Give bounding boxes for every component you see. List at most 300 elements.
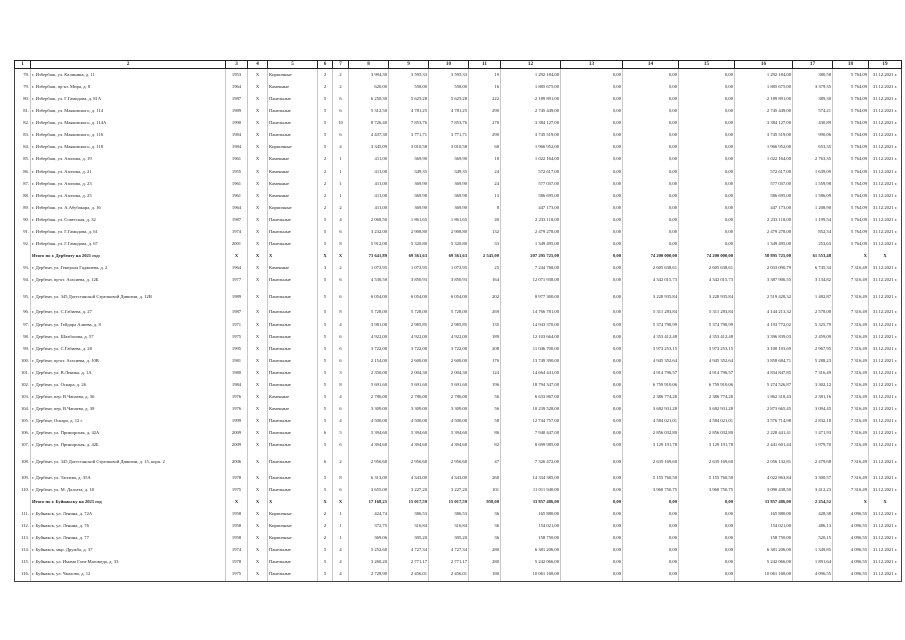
data-cell: 0,00 [679, 569, 735, 582]
data-cell: 31.12.2021 г. [869, 190, 902, 202]
data-cell: 1 349,85 [793, 544, 833, 556]
data-cell: 2 856 032,80 [679, 428, 735, 440]
data-cell: 5 [318, 556, 333, 568]
data-cell: 0,00 [561, 238, 623, 250]
table-row [15, 142, 902, 154]
data-cell: 5 728,00 [429, 307, 469, 319]
table-row [15, 81, 902, 93]
data-cell: 386,53 [389, 508, 429, 520]
data-cell: 4 [333, 319, 349, 331]
data-cell: 411,00 [349, 178, 389, 190]
row-number: 107. [15, 440, 31, 452]
data-cell: 5 394,60 [349, 428, 389, 440]
row-number: 83. [15, 129, 31, 141]
table-row [15, 190, 902, 202]
data-cell: 2 967,95 [793, 343, 833, 355]
data-cell: Панельные [268, 472, 318, 484]
data-cell: 3 227,20 [429, 484, 469, 496]
data-cell: 1 [333, 508, 349, 520]
data-cell: 4 [333, 142, 349, 154]
data-cell: 2 386 774,28 [623, 391, 679, 403]
data-cell: Каменные [268, 190, 318, 202]
data-cell: 4 096,55 [833, 508, 869, 520]
data-cell: 6 [318, 428, 333, 440]
data-cell: 31.12.2021 г. [869, 544, 902, 556]
data-cell: 577 037,00 [735, 178, 793, 190]
data-cell: 411,00 [349, 166, 389, 178]
data-cell: 1 [333, 154, 349, 166]
data-cell: 5 764,09 [833, 81, 869, 93]
data-cell: 1977 [226, 275, 248, 287]
data-cell: 0,00 [561, 214, 623, 226]
data-cell: 2 763,35 [793, 154, 833, 166]
data-cell: 2 033 090,79 [735, 263, 793, 275]
data-cell: 4 437,30 [349, 129, 389, 141]
data-cell: 14 766 781,00 [501, 307, 561, 319]
data-cell: 61 553,48 [793, 250, 833, 262]
data-cell: 7 316,49 [833, 452, 869, 472]
data-cell: 3 228 935,84 [623, 287, 679, 307]
data-cell: Каменные [268, 391, 318, 403]
data-cell: 0,00 [679, 214, 735, 226]
column-number-header: 1 [15, 61, 31, 69]
data-cell: 0,00 [679, 129, 735, 141]
data-cell: 158 750,00 [735, 532, 793, 544]
address-cell: г. Дербент, ул. С.Габиева, д. 27 [31, 307, 226, 319]
data-cell: Панельные [268, 416, 318, 428]
address-cell: г. Избербаш, ул. Маяковского, д. 114 [31, 105, 226, 117]
data-cell: Х [248, 263, 268, 275]
data-cell: 0,00 [561, 367, 623, 379]
data-cell: 1 482,87 [793, 287, 833, 307]
data-cell: 31.12.2021 г. [869, 263, 902, 275]
data-cell: 2 004,30 [429, 367, 469, 379]
data-cell: Панельные [268, 428, 318, 440]
data-cell: 31.12.2021 г. [869, 287, 902, 307]
column-number-header: 3 [226, 61, 248, 69]
data-cell: 5 [318, 343, 333, 355]
data-cell: 1995 [226, 343, 248, 355]
data-cell: 0,00 [623, 166, 679, 178]
data-cell: 5 374 798,99 [679, 319, 735, 331]
data-cell: 0,00 [679, 69, 735, 82]
data-cell: 1 [333, 532, 349, 544]
table-row [15, 508, 902, 520]
data-cell: 176 [469, 355, 501, 367]
data-cell: 207 295 725,00 [501, 250, 561, 262]
data-cell: Панельные [268, 556, 318, 568]
data-cell: 5 [318, 391, 333, 403]
row-number: 78. [15, 69, 31, 82]
data-cell: 4 342 015,73 [623, 275, 679, 287]
address-cell: г. Дербент, ул. Приморская, д. 42А [31, 428, 226, 440]
data-cell: 31.12.2021 г. [869, 202, 902, 214]
data-cell: 0,00 [561, 117, 623, 129]
data-cell: 31.12.2021 г. [869, 403, 902, 415]
column-number-header: 8 [349, 61, 389, 69]
data-cell: 158 750,00 [501, 532, 561, 544]
data-cell: 0,00 [561, 226, 623, 238]
data-cell: 4 096,55 [833, 569, 869, 582]
address-cell: г. Дербент, ул. В.Леника, д. 1А [31, 367, 226, 379]
data-cell: 13 [469, 190, 501, 202]
data-cell: 1958 [226, 508, 248, 520]
data-cell: 0,00 [679, 178, 735, 190]
data-cell: Каменные [268, 263, 318, 275]
row-number: 87. [15, 178, 31, 190]
table-row [15, 532, 902, 544]
data-cell: 3 260,20 [349, 556, 389, 568]
data-cell: 4 144 213,32 [735, 307, 793, 319]
data-cell: 0,00 [561, 81, 623, 93]
data-cell: Х [248, 319, 268, 331]
data-cell: Панельные [268, 319, 318, 331]
data-cell: 3 576 714,98 [735, 416, 793, 428]
data-cell: 290 [469, 105, 501, 117]
data-cell: 5 394,60 [429, 428, 469, 440]
address-cell: г. Избербаш, ул. Азизова, д. 19 [31, 154, 226, 166]
row-number: 92. [15, 238, 31, 250]
data-cell: 1 639,09 [793, 166, 833, 178]
column-number-header: 14 [623, 61, 679, 69]
data-cell: 0,00 [679, 496, 735, 508]
data-cell: Х [869, 496, 902, 508]
data-cell: Х [248, 331, 268, 343]
data-cell: 8 699 985,00 [501, 440, 561, 452]
data-cell: 8 [469, 202, 501, 214]
data-cell: Х [248, 307, 268, 319]
data-cell: 2 056 132,81 [735, 452, 793, 472]
data-cell: 202 [469, 287, 501, 307]
data-cell: 8 977 300,00 [501, 287, 561, 307]
data-cell: 4 500,00 [349, 416, 389, 428]
data-cell: 3 345,09 [349, 142, 389, 154]
address-cell: г. Избербаш, ул. Калинина, д. 11 [31, 69, 226, 82]
data-cell: 1 [333, 190, 349, 202]
data-cell: 1958 [226, 520, 248, 532]
data-cell: 2 728,90 [349, 569, 389, 582]
data-cell: 4 [333, 544, 349, 556]
data-cell: 0,00 [561, 496, 623, 508]
address-cell: г. Избербаш, ул. Г.Гамидова, д. 67 [31, 238, 226, 250]
data-cell: 5 [318, 307, 333, 319]
data-cell: 2 771,17 [429, 556, 469, 568]
data-cell: Х [248, 105, 268, 117]
data-cell: Панельные [268, 440, 318, 452]
data-cell: 0,00 [623, 202, 679, 214]
data-cell: 5 320,80 [389, 238, 429, 250]
data-cell: 7 316,49 [833, 367, 869, 379]
data-cell: Х [248, 532, 268, 544]
data-cell: 572 617,00 [735, 166, 793, 178]
data-cell: 36 [469, 520, 501, 532]
data-cell: 58 895 725,00 [735, 250, 793, 262]
data-cell: 1 292 184,00 [735, 69, 793, 82]
data-cell: 447 173,00 [501, 202, 561, 214]
data-cell: 31.12.2021 г. [869, 142, 902, 154]
row-number: 91. [15, 226, 31, 238]
data-cell: 0,00 [561, 544, 623, 556]
data-cell: 31.12.2021 г. [869, 214, 902, 226]
data-cell: 6 [333, 105, 349, 117]
data-cell: 1974 [226, 544, 248, 556]
data-cell: 7 316,49 [833, 343, 869, 355]
table-row [15, 355, 902, 367]
data-cell: 4 922,00 [429, 331, 469, 343]
data-cell: 8 [333, 307, 349, 319]
data-cell: 4 343,00 [429, 472, 469, 484]
data-cell: 0,00 [679, 93, 735, 105]
address-cell: г. Дербент, ул. Гейдара Алиева, д. 8 [31, 319, 226, 331]
data-cell: 5 764,09 [833, 166, 869, 178]
data-cell: 305,20 [389, 532, 429, 544]
data-cell: Х [248, 472, 268, 484]
column-number-header: 9 [389, 61, 429, 69]
data-cell: 0,00 [561, 319, 623, 331]
data-cell: 2 635 169,60 [623, 452, 679, 472]
address-cell: г. Дербент, ул. 345 Дагестанской Стрелковой Дивизии, д. 15, корп. 2 [31, 452, 226, 472]
data-cell: 0,00 [561, 343, 623, 355]
data-cell: 1984 [226, 142, 248, 154]
data-cell: Х [248, 391, 268, 403]
row-number: 111. [15, 508, 31, 520]
data-cell: 2 600,00 [429, 355, 469, 367]
data-cell: Панельные [268, 226, 318, 238]
column-number-header: 12 [501, 61, 561, 69]
data-cell: 349,35 [389, 166, 429, 178]
data-cell: 31.12.2021 г. [869, 226, 902, 238]
data-cell: 31.12.2021 г. [869, 532, 902, 544]
table-row [15, 178, 902, 190]
data-cell: 164 [469, 275, 501, 287]
data-cell: 2 459,09 [793, 331, 833, 343]
table-row [15, 129, 902, 141]
table-row [15, 238, 902, 250]
data-cell: 3 [333, 367, 349, 379]
data-cell: 0,00 [561, 331, 623, 343]
data-cell: 2 [333, 81, 349, 93]
data-cell: 31.12.2021 г. [869, 379, 902, 391]
row-number: 79. [15, 81, 31, 93]
data-cell: 5 [318, 331, 333, 343]
data-cell: 5 764,09 [833, 154, 869, 166]
data-cell: 1964 [226, 202, 248, 214]
data-cell: 0,00 [561, 428, 623, 440]
data-cell: 0,00 [679, 105, 735, 117]
data-cell: 5 [318, 238, 333, 250]
data-cell: 3 309,00 [389, 403, 429, 415]
data-cell: 2001 [226, 238, 248, 250]
data-cell: Х [248, 379, 268, 391]
data-cell: 3 129 191,78 [679, 440, 735, 452]
data-cell: 0,00 [561, 202, 623, 214]
data-cell: 1987 [226, 214, 248, 226]
data-cell: 31.12.2021 г. [869, 367, 902, 379]
data-cell: 5 252,60 [349, 544, 389, 556]
data-cell: 8 [333, 472, 349, 484]
data-cell: 5 311 283,84 [679, 307, 735, 319]
data-cell: 5 [333, 428, 349, 440]
subtotal-label: Итого по г. Буйнакску на 2021 год [31, 496, 226, 508]
data-cell: 0,00 [561, 379, 623, 391]
data-cell: 2 [318, 508, 333, 520]
address-cell: г. Избербаш, ул. Маяковского, д. 116 [31, 129, 226, 141]
data-cell: Панельные [268, 238, 318, 250]
data-cell: 6 381 206,00 [501, 544, 561, 556]
data-cell: 0,00 [679, 544, 735, 556]
data-cell: Х [248, 117, 268, 129]
data-cell: Х [248, 484, 268, 496]
row-number: 96. [15, 307, 31, 319]
data-cell: 558,00 [389, 81, 429, 93]
data-cell: 60 [469, 142, 501, 154]
data-cell: 7 940 447,00 [501, 428, 561, 440]
data-cell: 5 764,09 [833, 202, 869, 214]
table-row [15, 367, 902, 379]
data-cell: 7 244 768,00 [501, 263, 561, 275]
data-cell: 4 [333, 416, 349, 428]
address-cell: г. Буйнакск, ул. Ленина, д. 72А [31, 508, 226, 520]
data-cell: 5 [318, 379, 333, 391]
column-number-header: 11 [469, 61, 501, 69]
data-cell: 3 771,71 [429, 129, 469, 141]
data-cell: 2 441 601,44 [735, 440, 793, 452]
data-cell: 1971 [226, 319, 248, 331]
data-cell: 4 353 412,48 [623, 331, 679, 343]
data-cell: 31.12.2021 г. [869, 472, 902, 484]
data-cell: 3 232,00 [349, 226, 389, 238]
data-cell: 2 233 118,00 [735, 214, 793, 226]
data-cell: Панельные [268, 379, 318, 391]
data-cell: 31.12.2021 г. [869, 129, 902, 141]
data-cell: Х [248, 275, 268, 287]
address-cell: г. Дербент, пр-кт. Агасиева, д. 10В [31, 355, 226, 367]
data-cell: 7 316,49 [833, 428, 869, 440]
data-cell: 3 [318, 263, 333, 275]
data-cell: 3 595,33 [429, 69, 469, 82]
data-cell: 3 981,00 [349, 319, 389, 331]
subtotal-row [15, 496, 902, 508]
data-cell: 7 853,76 [429, 117, 469, 129]
data-cell: 5 [318, 117, 333, 129]
data-cell: Х [248, 556, 268, 568]
data-cell: Кирпичные [268, 532, 318, 544]
data-cell: 2 856 032,80 [623, 428, 679, 440]
data-cell: 3 682 931,28 [679, 403, 735, 415]
data-cell: 5 [318, 214, 333, 226]
data-cell: 5 764,09 [833, 142, 869, 154]
data-cell: 10 061 168,00 [735, 569, 793, 582]
data-cell: 2 [318, 532, 333, 544]
data-cell: Панельные [268, 214, 318, 226]
table-row [15, 440, 902, 452]
data-cell: 31.12.2021 г. [869, 319, 902, 331]
address-cell: г. Дербент, Оскара, д. 12 г [31, 416, 226, 428]
data-cell: 0,00 [679, 142, 735, 154]
data-cell: 180 [469, 569, 501, 582]
data-cell: 1955 [226, 166, 248, 178]
address-cell: г. Избербаш, ул. Азизова, д. 21 [31, 166, 226, 178]
row-number [15, 496, 31, 508]
data-cell: 1984 [226, 379, 248, 391]
data-cell: 1976 [226, 403, 248, 415]
data-cell: 7 316,49 [833, 440, 869, 452]
data-cell: 1961 [226, 178, 248, 190]
data-cell: Кирпичные [268, 508, 318, 520]
data-cell: 3 129 191,78 [623, 440, 679, 452]
data-cell: 486,13 [793, 520, 833, 532]
data-cell: 5 [318, 416, 333, 428]
data-cell: 3 722,00 [349, 343, 389, 355]
table-row [15, 343, 902, 355]
table-row [15, 472, 902, 484]
data-cell: 2 956,60 [429, 452, 469, 472]
data-cell: Панельные [268, 544, 318, 556]
data-cell: 3 387 906,55 [735, 275, 793, 287]
data-cell: 5 625,28 [429, 93, 469, 105]
data-cell: 2 189 891,00 [735, 93, 793, 105]
data-cell: 6 054,00 [429, 287, 469, 307]
table-row [15, 202, 902, 214]
data-cell: 0,00 [623, 214, 679, 226]
data-cell: 1987 [226, 93, 248, 105]
data-cell: 0,00 [623, 93, 679, 105]
data-cell: 5 155 760,58 [623, 472, 679, 484]
data-cell: 4 096,55 [833, 556, 869, 568]
data-cell: 4 781,25 [429, 105, 469, 117]
row-number: 113. [15, 532, 31, 544]
data-cell: Кирпичные [268, 520, 318, 532]
data-cell: 5 [318, 129, 333, 141]
address-cell: г. Дербент, ул. Тагиева, д. 35А [31, 472, 226, 484]
data-cell: 3 722,00 [389, 343, 429, 355]
address-cell: г. Избербаш, ул. Маяковского, д. 114А [31, 117, 226, 129]
data-cell: 3 134,82 [793, 275, 833, 287]
data-cell: 411,00 [349, 154, 389, 166]
row-number: 103. [15, 391, 31, 403]
data-cell: 12 071 938,00 [501, 275, 561, 287]
data-cell: 17 168,25 [349, 496, 389, 508]
data-cell: Кирпичные [268, 142, 318, 154]
data-cell: 6 054,00 [349, 287, 389, 307]
data-cell: 2 [333, 202, 349, 214]
data-cell: 8 [333, 238, 349, 250]
data-cell: 31.12.2021 г. [869, 452, 902, 472]
table-row [15, 275, 902, 287]
data-cell: Каменные [268, 81, 318, 93]
data-cell: 2 745 449,00 [735, 105, 793, 117]
data-cell: 31.12.2021 г. [869, 307, 902, 319]
table-row [15, 428, 902, 440]
data-cell: Х [248, 428, 268, 440]
data-cell: 24 [469, 178, 501, 190]
data-cell: 165 880,00 [501, 508, 561, 520]
data-cell: 15 017,59 [429, 496, 469, 508]
data-cell: 3 010,58 [429, 142, 469, 154]
data-cell: 2 [318, 81, 333, 93]
data-cell: 2 605 638,61 [623, 263, 679, 275]
data-cell: 2 189 891,00 [501, 93, 561, 105]
column-number-header: 10 [429, 61, 469, 69]
data-cell: 5 764,09 [833, 226, 869, 238]
data-cell: 6 250,30 [349, 93, 389, 105]
data-cell: 0,00 [561, 129, 623, 141]
data-cell: 3 771,71 [389, 129, 429, 141]
data-cell: 2 228 441,41 [735, 428, 793, 440]
data-cell: 2 832,18 [793, 416, 833, 428]
data-cell: 1 891,64 [793, 556, 833, 568]
address-cell: г. Избербаш, ул. Азизова, д. 23 [31, 178, 226, 190]
